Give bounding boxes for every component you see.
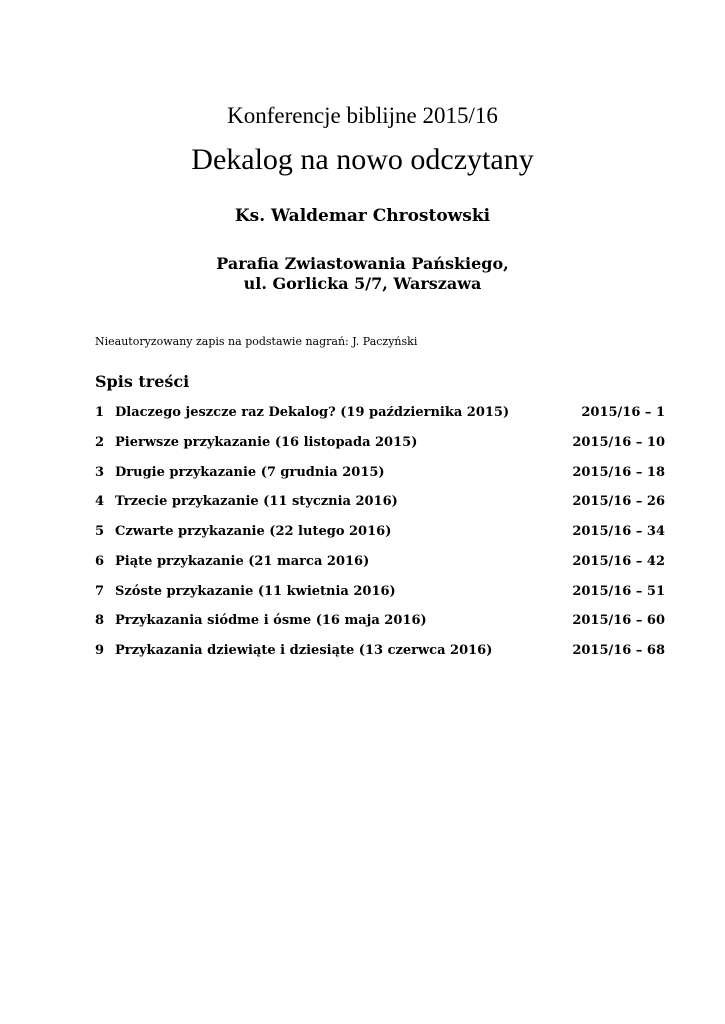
toc-entry-title: Pierwsze przykazanie (16 listopada 2015) — [115, 434, 418, 450]
toc-entry-number: 1 — [95, 405, 105, 420]
toc-entry-9[interactable] — [95, 641, 665, 671]
toc-entry-page: 2015/16 – 51 — [572, 583, 665, 599]
toc-entry-3[interactable] — [95, 463, 665, 493]
toc-entry-number: 2 — [95, 434, 105, 450]
toc-entry-title: Czwarte przykazanie (22 lutego 2016) — [115, 524, 392, 539]
toc-entry-number: 4 — [95, 494, 105, 510]
document-title: Dekalog na nowo odczytany — [191, 143, 534, 176]
toc-entry-5[interactable] — [95, 522, 665, 552]
parish-line-2: ul. Gorlicka 5/7, Warszawa — [243, 274, 482, 293]
toc-entry-8[interactable] — [95, 611, 665, 641]
toc-entry-number: 9 — [95, 643, 105, 658]
toc-entry-page: 2015/16 – 34 — [572, 524, 665, 539]
toc-entry-number: 3 — [95, 464, 105, 480]
toc-entry-title: Szóste przykazanie (11 kwietnia 2016) — [115, 583, 396, 599]
toc-entry-2[interactable] — [95, 433, 665, 463]
author-name: Ks. Waldemar Chrostowski — [234, 206, 491, 226]
toc-entry-6[interactable] — [95, 552, 665, 582]
toc-entry-number: 6 — [95, 553, 105, 569]
toc-entry-title: Trzecie przykazanie (11 stycznia 2016) — [115, 494, 398, 510]
transcription-note: Nieautoryzowany zapis na podstawie nagrań: J. Paczyński — [95, 335, 418, 348]
toc-entry-7[interactable] — [95, 582, 665, 612]
toc-entry-title: Drugie przykazanie (7 grudnia 2015) — [115, 464, 385, 480]
toc-entry-number: 7 — [95, 583, 105, 599]
toc-entry-page: 2015/16 – 42 — [572, 553, 665, 569]
toc-entry-number: 5 — [95, 524, 105, 539]
toc-entry-page: 2015/16 – 60 — [572, 613, 665, 629]
toc-entry-page: 2015/16 – 18 — [572, 464, 665, 480]
parish-line-1: Parafia Zwiastowania Pańskiego, — [216, 254, 509, 273]
toc-entry-page: 2015/16 – 68 — [572, 643, 665, 658]
table-of-contents — [95, 403, 665, 671]
toc-entry-title: Przykazania dziewiąte i dziesiąte (13 czerwca 2016) — [115, 643, 493, 658]
toc-entry-title: Piąte przykazanie (21 marca 2016) — [115, 553, 370, 569]
parish-address — [0, 254, 725, 294]
toc-entry-number: 8 — [95, 613, 105, 629]
toc-entry-4[interactable] — [95, 492, 665, 522]
toc-entry-page: 2015/16 – 26 — [572, 494, 665, 510]
toc-entry-page: 2015/16 – 10 — [572, 434, 665, 450]
toc-entry-title: Dlaczego jeszcze raz Dekalog? (19 października 2015) — [115, 405, 510, 420]
toc-entry-page: 2015/16 – 1 — [581, 405, 665, 420]
toc-heading: Spis treści — [95, 372, 190, 391]
toc-entry-title: Przykazania siódme i ósme (16 maja 2016) — [115, 613, 427, 629]
toc-entry-1[interactable] — [95, 403, 665, 433]
series-title: Konferencje biblijne 2015/16 — [227, 103, 498, 128]
